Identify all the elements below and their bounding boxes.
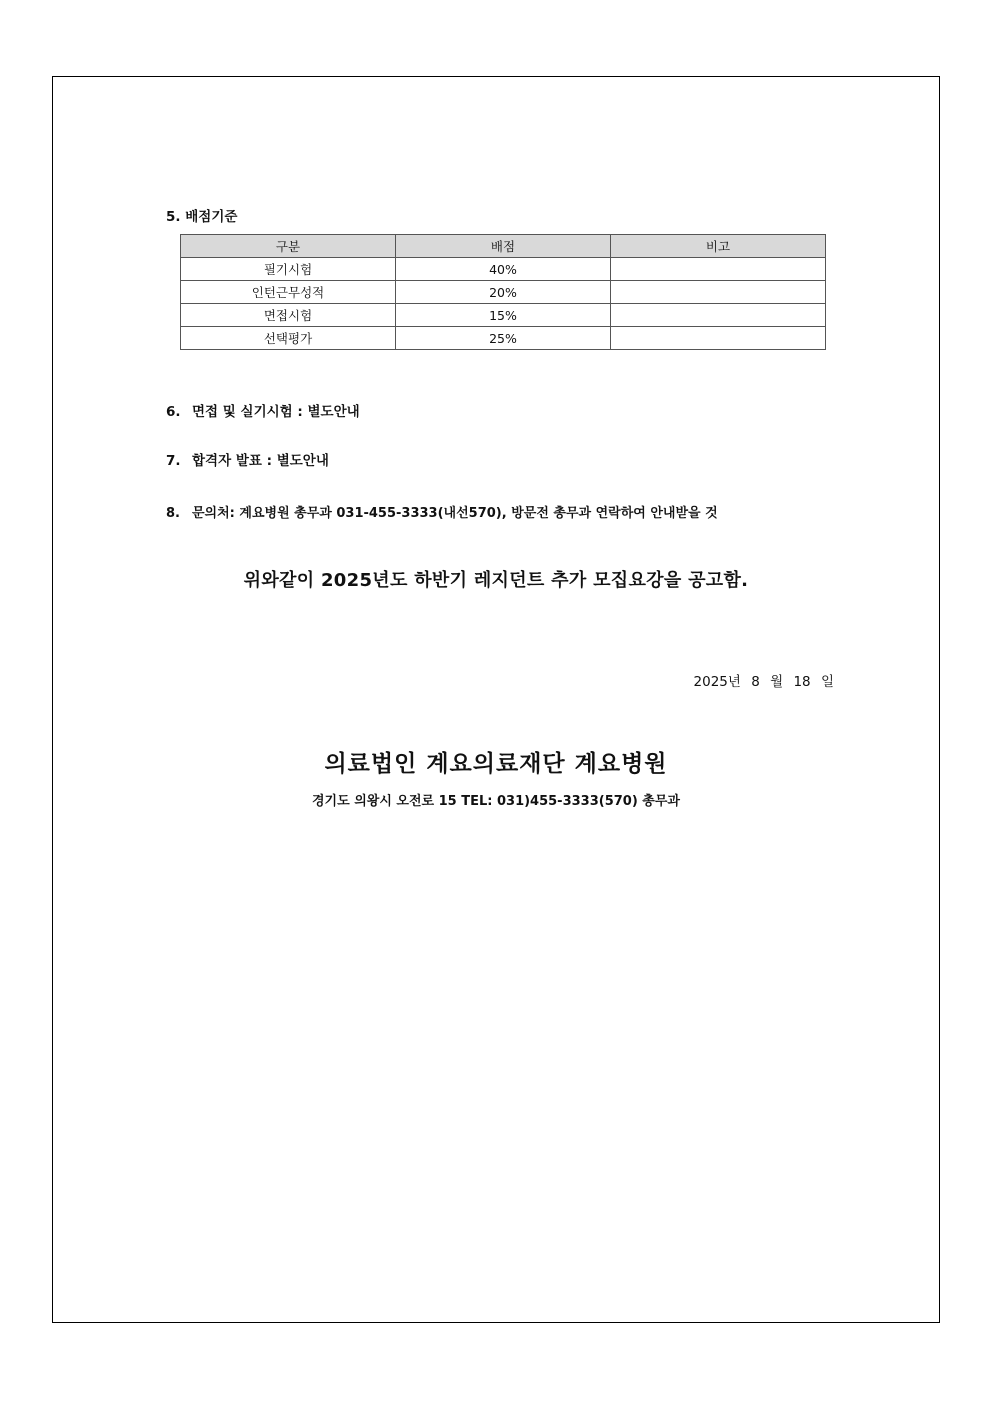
date-day-number: 18 xyxy=(793,674,811,690)
organization-name: 의료법인 계요의료재단 계요병원 xyxy=(324,751,668,777)
header-score: 배점 xyxy=(396,235,611,258)
cell-score: 40% xyxy=(396,258,611,281)
cell-item: 인턴근무성적 xyxy=(181,281,396,304)
section-6-number: 6. xyxy=(166,404,181,420)
issue-date xyxy=(694,670,834,690)
cell-note xyxy=(611,327,826,350)
table-row xyxy=(181,304,826,327)
cell-note xyxy=(611,281,826,304)
announcement: 위와같이 2025년도 하반기 레지던트 추가 모집요강을 공고함. xyxy=(243,570,749,591)
cell-score: 15% xyxy=(396,304,611,327)
cell-score: 20% xyxy=(396,281,611,304)
section-5-heading xyxy=(166,205,237,225)
section-8-number: 8. xyxy=(166,506,180,521)
cell-note xyxy=(611,258,826,281)
cell-note xyxy=(611,304,826,327)
section-7-number: 7. xyxy=(166,453,181,469)
table-header-row xyxy=(181,235,826,258)
cell-score: 25% xyxy=(396,327,611,350)
header-note: 비고 xyxy=(611,235,826,258)
section-8-text: 문의처: 계요병원 총무과 031-455-3333(내선570), 방문전 총무과 연락하여 안내받을 것 xyxy=(192,506,718,521)
section-7-text: 합격자 발표 : 별도안내 xyxy=(192,453,329,469)
date-year: 2025년 xyxy=(693,674,741,690)
section-6-heading xyxy=(166,400,360,420)
section-7-heading xyxy=(166,449,329,469)
section-5-number: 5. xyxy=(166,209,181,225)
cell-item: 필기시험 xyxy=(181,258,396,281)
section-8-heading xyxy=(166,502,718,521)
cell-item: 선택평가 xyxy=(181,327,396,350)
date-day-unit: 일 xyxy=(820,674,834,690)
section-6-text: 면접 및 실기시험 : 별도안내 xyxy=(192,404,360,420)
organization-address: 경기도 의왕시 오전로 15 TEL: 031)455-3333(570) 총무과 xyxy=(312,794,680,809)
table-row xyxy=(181,258,826,281)
date-month-number: 8 xyxy=(751,674,760,690)
section-5-title: 배점기준 xyxy=(185,209,238,225)
score-table xyxy=(180,234,826,350)
table-row xyxy=(181,281,826,304)
date-month-unit: 월 xyxy=(770,674,784,690)
header-category: 구분 xyxy=(181,235,396,258)
cell-item: 면접시험 xyxy=(181,304,396,327)
table-row xyxy=(181,327,826,350)
